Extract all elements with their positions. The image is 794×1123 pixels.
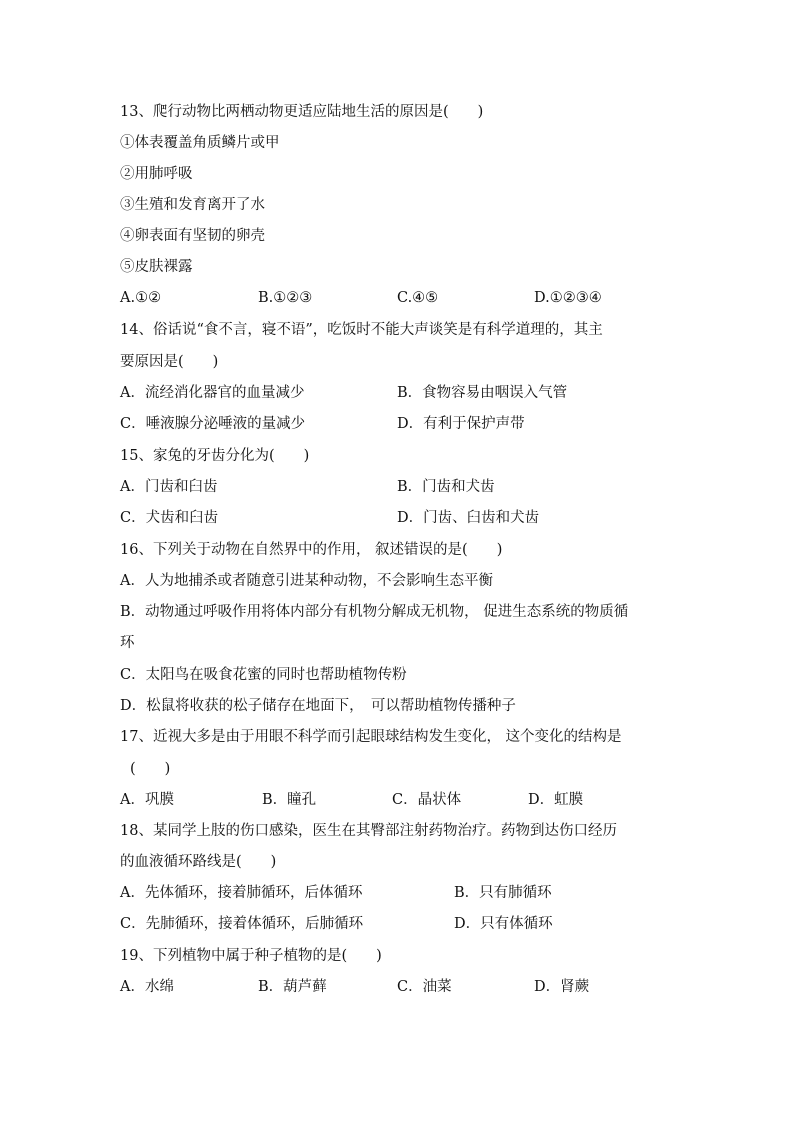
q13-item-1: ①体表覆盖角质鳞片或甲 (120, 135, 280, 151)
q13-item-2: ②用肺呼吸 (120, 166, 193, 182)
q14-option-c: C．唾液腺分泌唾液的量减少 (120, 416, 306, 432)
q13-option-a: A.①② (120, 290, 162, 306)
q16-option-c: C．太阳鸟在吸食花蜜的同时也帮助植物传粉 (120, 667, 407, 683)
q14-option-b: B．食物容易由咽误入气管 (397, 385, 568, 401)
q14-option-d: D．有利于保护声带 (397, 416, 525, 432)
q16-option-d: D．松鼠将收获的松子储存在地面下， 可以帮助植物传播种子 (120, 698, 516, 714)
q18-option-a: A．先体循环，接着肺循环，后体循环 (120, 885, 363, 901)
q18-option-c: C．先肺循环，接着体循环，后肺循环 (120, 916, 364, 932)
q16-option-b-line2: 环 (120, 635, 135, 651)
q15-stem: 15、家兔的牙齿分化为( ) (120, 448, 310, 464)
q18-stem-line2: 的血液循环路线是( ) (120, 854, 277, 870)
q17-option-c: C．晶状体 (392, 792, 462, 808)
q14-stem-line1: 14、俗话说“食不言，寝不语”，吃饭时不能大声谈笑是有科学道理的，其主 (120, 322, 603, 338)
q17-option-d: D．虹膜 (528, 792, 584, 808)
q13-option-d: D.①②③④ (534, 290, 602, 306)
q13-item-3: ③生殖和发育离开了水 (120, 197, 265, 213)
q18-stem-line1: 18、某同学上肢的伤口感染，医生在其臀部注射药物治疗。药物到达伤口经历 (120, 823, 617, 839)
q13-stem: 13、爬行动物比两栖动物更适应陆地生活的原因是( ) (120, 104, 484, 120)
q19-option-a: A．水绵 (120, 979, 174, 995)
q13-item-4: ④卵表面有坚韧的卵壳 (120, 228, 265, 244)
q19-stem: 19、下列植物中属于种子植物的是( ) (120, 948, 382, 964)
q15-option-b: B．门齿和犬齿 (397, 479, 495, 495)
q19-option-c: C．油菜 (397, 979, 452, 995)
q16-stem: 16、下列关于动物在自然界中的作用， 叙述错误的是( ) (120, 542, 503, 558)
q18-option-d: D．只有体循环 (454, 916, 553, 932)
q16-option-a: A．人为地捕杀或者随意引进某种动物，不会影响生态平衡 (120, 573, 493, 589)
q13-option-b: B.①②③ (258, 290, 313, 306)
q15-option-a: A．门齿和臼齿 (120, 479, 218, 495)
q14-option-a: A．流经消化器官的血量减少 (120, 385, 305, 401)
q17-option-b: B．瞳孔 (262, 792, 317, 808)
q18-option-b: B．只有肺循环 (454, 885, 552, 901)
q17-stem-line2: ( ) (130, 761, 171, 777)
q15-option-c: C．犬齿和臼齿 (120, 510, 219, 526)
q17-option-a: A．巩膜 (120, 792, 174, 808)
q16-option-b-line1: B．动物通过呼吸作用将体内部分有机物分解成无机物， 促进生态系统的物质循 (120, 604, 629, 620)
q14-stem-line2: 要原因是( ) (120, 354, 219, 370)
q19-option-b: B．葫芦藓 (258, 979, 327, 995)
q15-option-d: D．门齿、臼齿和犬齿 (397, 510, 540, 526)
q13-option-c: C.④⑤ (397, 290, 439, 306)
q17-stem-line1: 17、近视大多是由于用眼不科学而引起眼球结构发生变化， 这个变化的结构是 (120, 729, 622, 745)
q13-item-5: ⑤皮肤裸露 (120, 259, 193, 275)
q19-option-d: D．肾蕨 (534, 979, 590, 995)
